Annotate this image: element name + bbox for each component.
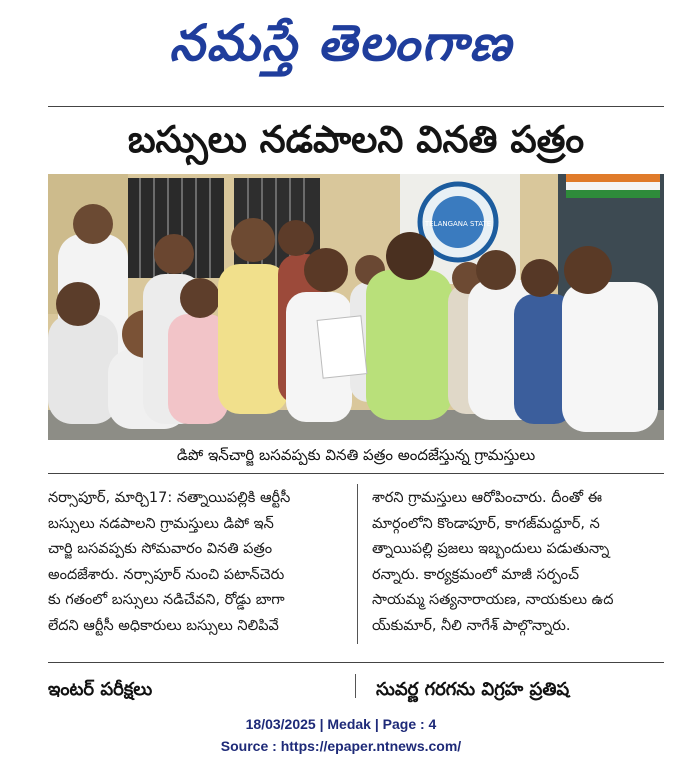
body-line: బస్సులు నడపాలని గ్రామస్తులు డిపో ఇన్ xyxy=(48,515,274,532)
photo-caption: డిపో ఇన్‌చార్జి బసవప్పకు వినతి పత్రం అందజేస్తున్న గ్రామస్తులు xyxy=(176,446,536,464)
article-headline: బస్సులు నడపాలని వినతి పత్రం xyxy=(127,118,585,161)
footer-info: 18/03/2025 | Medak | Page : 4 xyxy=(245,716,437,732)
body-line: చార్జి బసవప్పకు సోమవారం వినతి పత్రం xyxy=(48,541,273,558)
masthead xyxy=(0,8,682,78)
body-line: య్‌కుమార్, నీలి నాగేశ్ పాల్గొన్నారు. xyxy=(372,617,571,634)
article-body-right-column xyxy=(372,486,664,640)
footer-source: Source : https://epaper.ntnews.com/ xyxy=(220,738,462,754)
caption-bottom-rule xyxy=(48,473,664,474)
next-story-right-headline: సువర్ణ గరగను విగ్రహ ప్రతిష xyxy=(376,679,570,700)
body-line: త్నాయిపల్లి ప్రజలు ఇబ్బందులు పడుతున్నా xyxy=(372,541,610,558)
group-photo-illustration xyxy=(48,174,664,440)
body-line: నర్సాపూర్, మార్చి17: నత్నాయిపల్లికి ఆర్టీసీ xyxy=(48,490,291,506)
body-line: లేదని ఆర్టీసీ అధికారులు బస్సులు నిలిపివే xyxy=(48,617,279,634)
body-line: సాయమ్మ సత్యనారాయణ, నాయకులు ఉద xyxy=(372,592,614,609)
body-line: మార్గంలోని కొండాపూర్, కాగజ్‌మద్దూర్, న xyxy=(372,515,600,532)
next-story-divider xyxy=(355,674,356,698)
newspaper-title: నమస్తే తెలంగాణ xyxy=(169,14,513,72)
body-line: అందజేశారు. నర్సాపూర్ నుంచి పటాన్‌చెరు xyxy=(48,566,285,583)
article-body-left-column xyxy=(48,486,344,640)
article-photo xyxy=(48,174,664,440)
next-story-left-headline: ఇంటర్ పరీక్షలు xyxy=(48,679,153,700)
body-line: శారని గ్రామస్తులు ఆరోపించారు. దీంతో ఈ xyxy=(372,490,602,506)
body-line: రన్నారు. కార్యక్రమంలో మాజీ సర్పంచ్ xyxy=(372,566,580,583)
article-bottom-rule xyxy=(48,662,664,663)
column-divider xyxy=(357,484,358,644)
headline-top-rule xyxy=(48,106,664,107)
sign-text: TELANGANA STATE xyxy=(424,220,492,228)
body-line: కు గతంలో బస్సులు నడిచేవని, రోడ్డు బాగా xyxy=(48,592,285,609)
